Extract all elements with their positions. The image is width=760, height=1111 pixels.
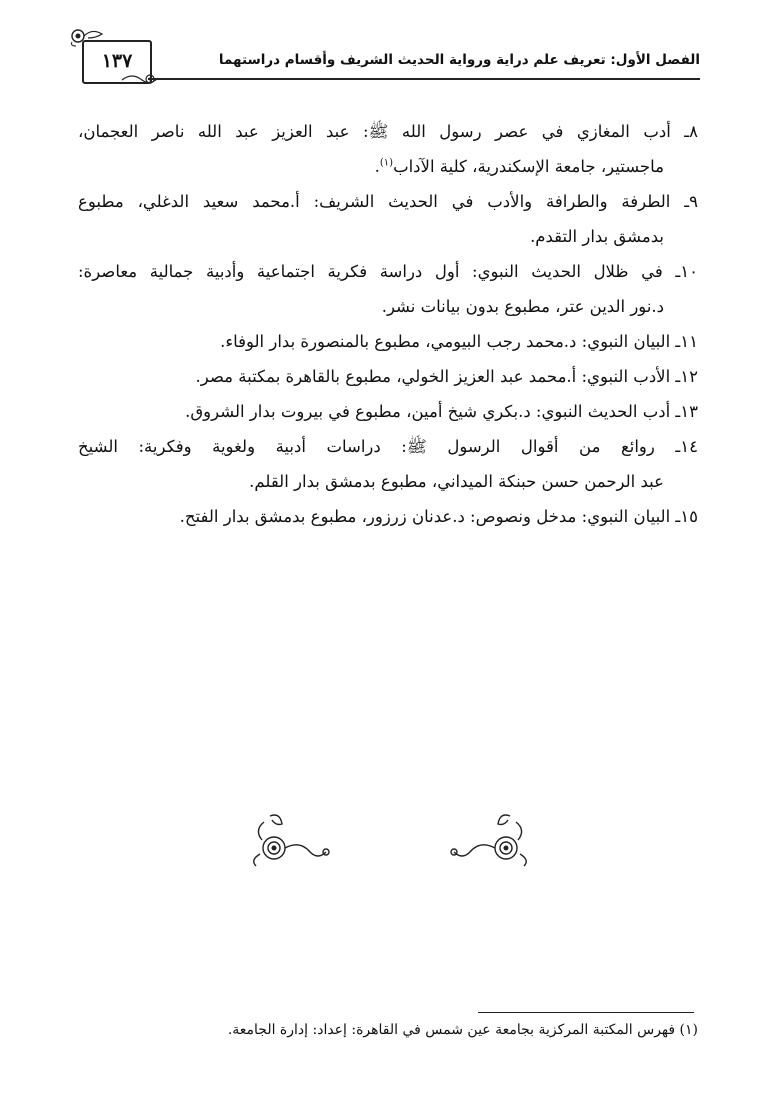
item-number: ١٥ـ	[675, 507, 698, 526]
item-number: ٩ـ	[684, 192, 699, 211]
item-number: ٨ـ	[684, 122, 698, 141]
item-number: ١٠ـ	[675, 262, 698, 281]
chapter-title: الفصل الأول: تعريف علم دراية ورواية الحديث الشريف وأقسام دراستهما	[218, 52, 700, 68]
footnote-text: فهرس المكتبة المركزية بجامعة عين شمس في القاهرة: إعداد: إدارة الجامعة.	[227, 1022, 676, 1038]
item-text: روائع من أقوال الرسول ﷺ: دراسات أدبية ولغوية وفكرية: الشيخ	[78, 437, 655, 456]
page-number: ١٣٧	[101, 50, 133, 72]
list-item	[78, 254, 698, 324]
item-text: الأدب النبوي: أ.محمد عبد العزيز الخولي، مطبوع بالقاهرة بمكتبة مصر.	[195, 367, 671, 386]
header-rule	[148, 78, 700, 80]
list-item	[78, 184, 698, 254]
floral-ornament-icon	[68, 26, 108, 48]
footnote-ref: (١)	[379, 157, 394, 169]
item-number: ١١ـ	[675, 332, 698, 351]
item-text: الطرفة والطرافة والأدب في الحديث الشريف: أ.محمد سعيد الدغلي، مطبوع	[78, 192, 671, 211]
list-item	[78, 429, 698, 499]
reference-list	[78, 114, 698, 534]
item-number: ١٤ـ	[675, 437, 698, 456]
page-header	[68, 30, 700, 92]
item-text: أدب الحديث النبوي: د.بكري شيخ أمين، مطبوع في بيروت بدار الشروق.	[185, 402, 671, 421]
footnote	[228, 1022, 698, 1038]
item-number: ١٣ـ	[675, 402, 698, 421]
item-text: البيان النبوي: مدخل ونصوص: د.عدنان زرزور، مطبوع بدمشق بدار الفتح.	[179, 507, 671, 526]
list-item	[78, 499, 698, 534]
list-item	[78, 394, 698, 429]
item-text: أدب المغازي في عصر رسول الله ﷺ: عبد العزيز عبد الله ناصر العجمان،	[78, 122, 671, 141]
list-item	[78, 324, 698, 359]
footnote-marker: (١)	[679, 1022, 698, 1038]
list-item	[78, 359, 698, 394]
item-number: ١٢ـ	[675, 367, 698, 386]
item-text: بدمشق بدار التقدم.	[530, 227, 664, 246]
item-text: د.نور الدين عتر، مطبوع بدون بيانات نشر.	[381, 297, 664, 316]
item-text: ماجستير، جامعة الإسكندرية، كلية الآداب	[393, 157, 664, 176]
footnote-rule	[478, 1012, 694, 1013]
item-text: البيان النبوي: د.محمد رجب البيومي، مطبوع بالمنصورة بدار الوفاء.	[220, 332, 671, 351]
item-text: في ظلال الحديث النبوي: أول دراسة فكرية اجتماعية وأدبية جمالية معاصرة:	[78, 262, 663, 281]
item-text: .	[374, 157, 380, 176]
item-text: عبد الرحمن حسن حبنكة الميداني، مطبوع بدمشق بدار القلم.	[249, 472, 664, 491]
list-item	[78, 114, 698, 184]
section-divider-ornament-icon	[250, 808, 530, 868]
